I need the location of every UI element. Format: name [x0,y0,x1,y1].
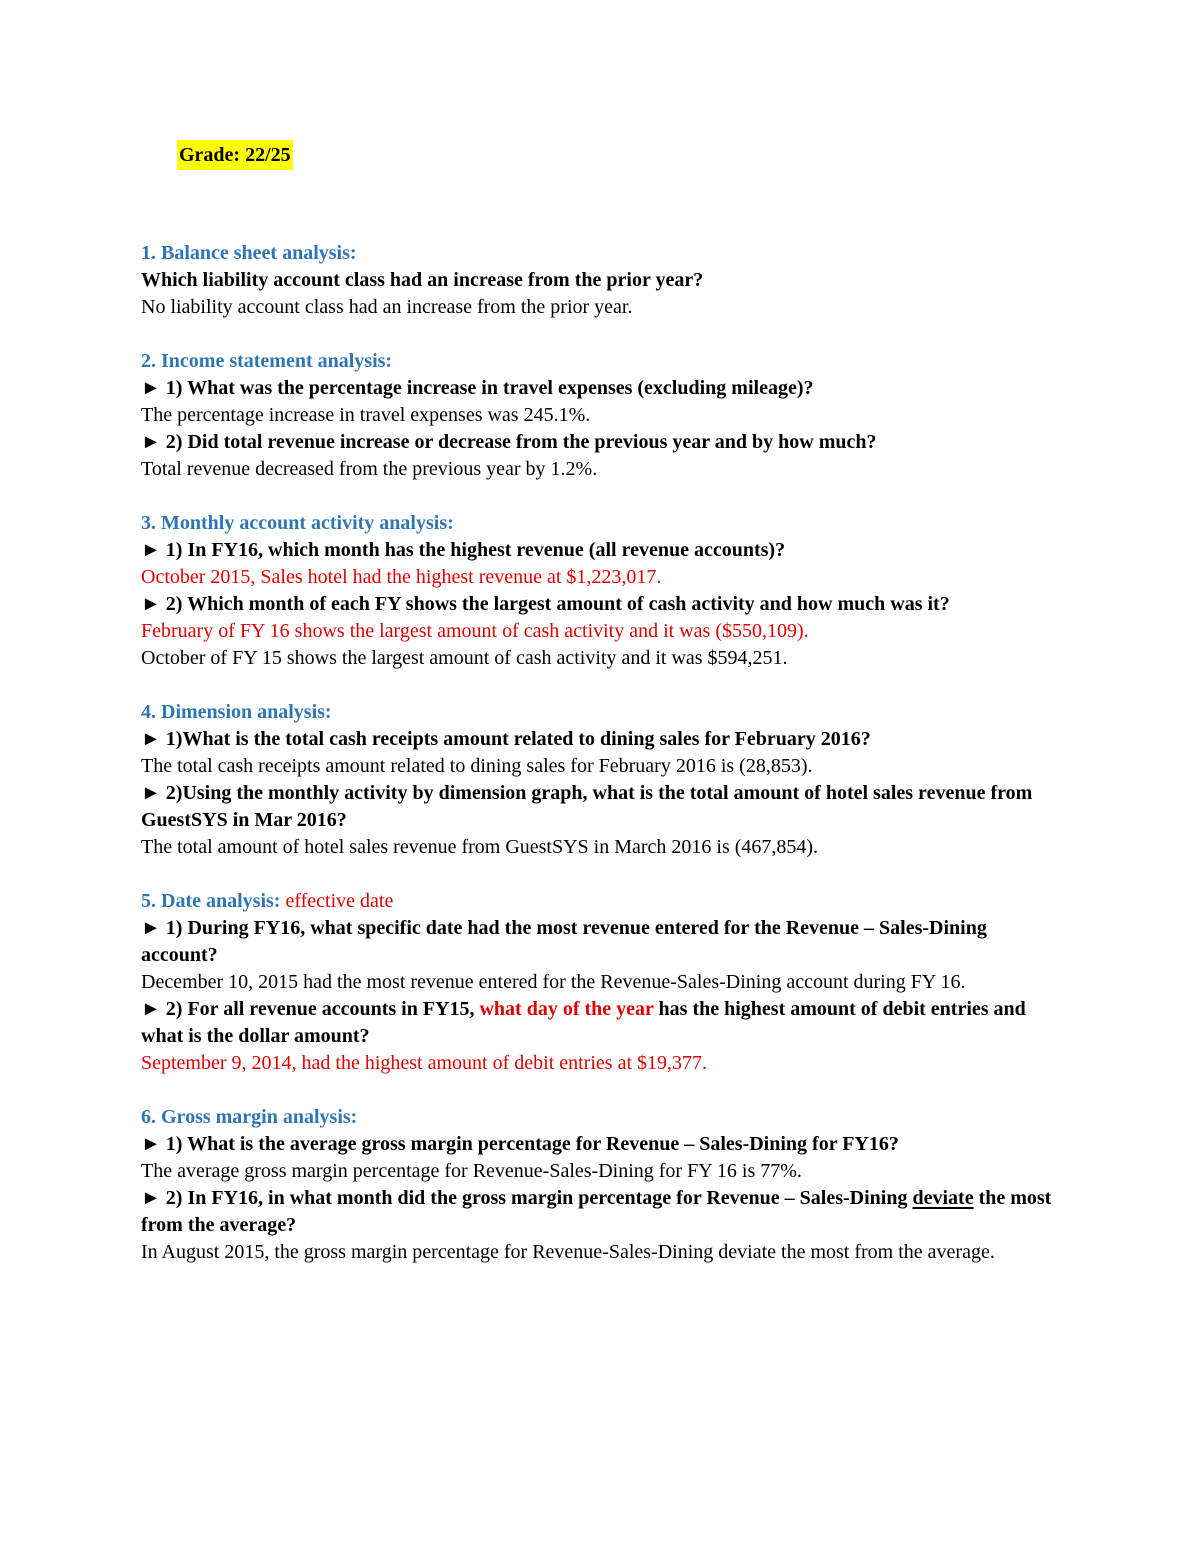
answer: No liability account class had an increase from the prior year. [141,296,633,318]
question-text: ► 2) In FY16, in what month did the gross margin percentage for Revenue – Sales-Dining [141,1187,913,1209]
document-page [141,140,1061,1293]
corrected-answer: October 2015, Sales hotel had the highest revenue at $1,223,017. [141,566,662,588]
answer: Total revenue decreased from the previous year by 1.2%. [141,458,598,480]
question: ► 2) Which month of each FY shows the largest amount of cash activity and how much was it? [141,593,950,615]
section-heading: 4. Dimension analysis: [141,701,332,723]
question-text: the most from the average? [141,1187,1052,1236]
question: ► 1)What is the total cash receipts amount related to dining sales for February 2016? [141,728,871,750]
section-balance-sheet [141,240,1061,321]
answer: In August 2015, the gross margin percentage for Revenue-Sales-Dining deviate the most from the average. [141,1241,995,1263]
section-heading: 3. Monthly account activity analysis: [141,512,454,534]
spacer [141,170,1061,240]
section-heading-text: 5. Date analysis: [141,890,281,912]
answer: The total amount of hotel sales revenue from GuestSYS in March 2016 is (467,854). [141,836,819,858]
question [141,1185,1061,1239]
question-text: has the highest amount of debit entries and what is the dollar amount? [141,998,1026,1047]
question: ► 1) In FY16, which month has the highest revenue (all revenue accounts)? [141,539,786,561]
section-heading: 2. Income statement analysis: [141,350,393,372]
section-heading [141,888,1061,915]
question: ► 1) What was the percentage increase in travel expenses (excluding mileage)? [141,377,814,399]
question-text: ► 2) For all revenue accounts in FY15, [141,998,480,1020]
section-income-statement [141,348,1061,483]
answer: The total cash receipts amount related to dining sales for February 2016 is (28,853). [141,755,813,777]
question: ► 2)Using the monthly activity by dimension graph, what is the total amount of hotel sales revenue from GuestSYS in Mar 2016? [141,782,1033,831]
question: ► 2) Did total revenue increase or decrease from the previous year and by how much? [141,431,877,453]
section-gross-margin [141,1104,1061,1266]
question: ► 1) During FY16, what specific date had the most revenue entered for the Revenue – Sales-Dining account? [141,917,987,966]
question-underlined: deviate [912,1187,974,1209]
grader-note: effective date [285,890,394,912]
section-monthly-activity [141,510,1061,672]
corrected-answer: September 9, 2014, had the highest amount of debit entries at $19,377. [141,1052,707,1074]
answer: December 10, 2015 had the most revenue entered for the Revenue-Sales-Dining account during FY 16. [141,971,966,993]
section-date [141,888,1061,1077]
question: ► 1) What is the average gross margin percentage for Revenue – Sales-Dining for FY16? [141,1133,899,1155]
question-highlight: what day of the year [479,998,654,1020]
answer: October of FY 15 shows the largest amount of cash activity and it was $594,251. [141,647,788,669]
answer: The percentage increase in travel expenses was 245.1%. [141,404,591,426]
section-heading: 6. Gross margin analysis: [141,1106,358,1128]
question: Which liability account class had an increase from the prior year? [141,269,704,291]
question [141,996,1061,1050]
section-heading: 1. Balance sheet analysis: [141,242,357,264]
section-dimension [141,699,1061,861]
grade-label: Grade: 22/25 [177,140,293,170]
corrected-answer: February of FY 16 shows the largest amount of cash activity and it was ($550,109). [141,620,809,642]
answer: The average gross margin percentage for Revenue-Sales-Dining for FY 16 is 77%. [141,1160,802,1182]
